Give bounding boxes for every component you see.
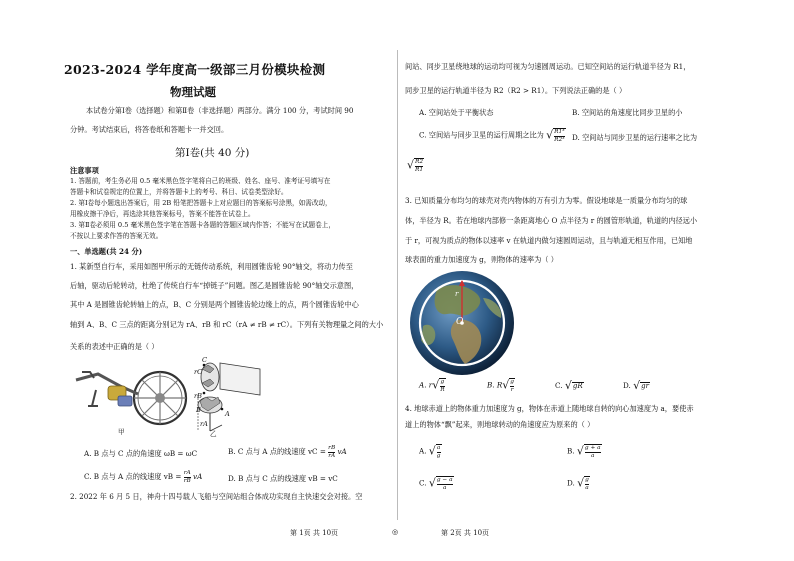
notice-line-5: 3. 第Ⅱ卷必须用 0.5 毫米黑色签字笔在答题卡各题的答题区域内作答；不能写在试题卷上， xyxy=(70,221,335,229)
page-footer-left: 第 1页 共 10页 xyxy=(290,529,339,537)
q2-option-a: A. 空间站处于平衡状态 xyxy=(419,108,494,117)
q2-option-d-value: √ $\frac{R2}{R1}$ xyxy=(407,158,424,173)
q4-option-c: C. √ $\frac{g - a}{a}$ xyxy=(419,476,453,491)
q3-option-a: A. r√ $\frac{g}{R}$ xyxy=(419,378,445,393)
page-footer-right: 第 2页 共 10页 xyxy=(441,529,490,537)
earth-radius-label: r xyxy=(455,290,459,298)
bicycle-drive-figure xyxy=(68,360,193,430)
q2-cont-line-2: 同步卫星的运行轨道半径为 R2（R2 > R1）。下列说法正确的是（ ） xyxy=(405,86,627,95)
figure-label-jia: 甲 xyxy=(118,428,125,436)
q1-line-3: 其中 A 是圆锥齿轮转轴上的点，B、C 分别是两个圆锥齿轮边缘上的点，两个圆锥齿轮中心 xyxy=(70,300,359,309)
q3-line-1: 3. 已知质量分布均匀的球壳对壳内物体的万有引力为零。假设地球是一质量分布均匀的球 xyxy=(405,196,688,205)
q1-line-5: 关系的表述中正确的是（ ） xyxy=(70,342,159,351)
q3-option-b: B. R√ $\frac{g}{r}$ xyxy=(487,378,514,393)
q4-option-b: B. √ $\frac{g + a}{a}$ xyxy=(567,444,601,459)
q3-line-2: 体，半径为 R。若在地球内部修一条距离地心 O 点半径为 r 的圆管形轨道，轨道的内径远小 xyxy=(405,216,698,225)
q1-option-b: B. C 点与 A 点的线速度 vC = $\frac{rB}{rA}$ vA xyxy=(228,445,347,459)
q2-line-1: 2. 2022 年 6 月 5 日，神舟十四号载人飞船与空间站组合体成功实现自主快速交会对接。空 xyxy=(70,492,363,501)
q1-option-c: C. B 点与 A 点的线速度 vB = $\frac{rA}{rB}$ vA xyxy=(84,470,203,484)
q3-option-d: D. √gr xyxy=(623,379,649,392)
fig-letter-c: C xyxy=(202,356,208,364)
q1-line-2: 后轴，驱动后轮转动，杜绝了传统自行车“掉链子”问题。图乙是圆锥齿轮 90°轴交示意图， xyxy=(70,281,359,290)
q2-option-c: C. 空间站与同步卫星的运行周期之比为 √ $\frac{\text{R1³}}{\text{R2³}}$ xyxy=(419,128,565,143)
q2-cont-line-1: 间站、同步卫星绕地球的运动均可视为匀速圆周运动。已知空间站的运行轨道半径为 R1， xyxy=(405,62,691,71)
q3-line-4: 球表面的重力加速度为 g，则物体的速率为（ ） xyxy=(405,255,558,264)
part-heading: 一、单选题(共 24 分) xyxy=(70,247,143,256)
q1-line-1: 1. 某新型自行车，采用如图甲所示的无链传动系统，利用圆锥齿轮 90°轴交，将动力传至 xyxy=(70,262,353,271)
fig-letter-rc: rC xyxy=(194,368,203,376)
q3-option-c: C. √gR xyxy=(555,379,583,392)
exam-subtitle: 物理试题 xyxy=(170,85,216,99)
fig-letter-ra: rA xyxy=(200,420,208,428)
section-title: 第Ⅰ卷(共 40 分) xyxy=(175,147,250,159)
exam-title: 2023-2024 学年度高一级部三月份模块检测 xyxy=(64,62,326,77)
q1-option-a: A. B 点与 C 点的角速度 ωB = ωC xyxy=(84,449,198,458)
q2-option-d: D. 空间站与同步卫星的运行速率之比为 xyxy=(572,133,698,142)
intro-line-1: 本试卷分第Ⅰ卷（选择题）和第Ⅱ卷（非选择题）两部分。满分 100 分，考试时间 90 xyxy=(86,106,354,115)
q2-option-b: B. 空间站的角速度比同步卫星的小 xyxy=(572,108,683,117)
q3-line-3: 于 r，可视为质点的物体以速率 v 在轨道内做匀速圆周运动，且与轨道无相互作用，已知地 xyxy=(405,236,693,245)
fig-letter-b: B xyxy=(196,406,201,414)
q4-option-a: A. √ $\frac{a}{g}$ xyxy=(419,444,441,459)
notice-heading: 注意事项 xyxy=(70,166,99,175)
fig-letter-rb: rB xyxy=(194,392,202,400)
notice-line-2: 答题卡和试卷规定的位置上，并将答题卡上的考号、科目、试卷类型涂好。 xyxy=(70,188,288,196)
q4-line-2: 道上的物体“飘”起来，则地球转动的角速度应为原来的（ ） xyxy=(405,420,595,429)
notice-line-4: 用橡皮擦干净后，再选涂其他答案标号，答案不能答在试卷上。 xyxy=(70,210,255,218)
q1-line-4: 轴到 A、B、C 三点的距离分别记为 rA、rB 和 rC（rA ≠ rB ≠ rC）。下列有关物理量之间的大小 xyxy=(70,320,384,329)
q4-line-1: 4. 地球赤道上的物体重力加速度为 g，物体在赤道上随地球自转的向心加速度为 a，要使赤 xyxy=(405,404,694,413)
q1-option-d: D. B 点与 C 点的线速度 vB = vC xyxy=(228,474,338,483)
notice-line-6: 不按以上要求作答的答案无效。 xyxy=(70,232,163,240)
figure-label-yi: 乙 xyxy=(210,430,217,438)
notice-line-1: 1. 答题前，考生务必用 0.5 毫米黑色签字笔将自己的班级、姓名、座号、准考证号填写在 xyxy=(70,177,331,185)
fig-letter-a: A xyxy=(225,410,230,418)
intro-line-2: 分钟。考试结束后，将答卷纸和答题卡一并交回。 xyxy=(70,125,229,134)
right-page xyxy=(397,0,794,561)
q4-option-d: D. √ $\frac{g}{a}$ xyxy=(567,476,589,491)
center-mark: ◎ xyxy=(392,528,399,536)
notice-line-3: 2. 第Ⅰ卷每小题选出答案后，用 2B 铅笔把答题卡上对应题目的答案标号涂黑，如需改动， xyxy=(70,199,332,207)
earth-center-label: O xyxy=(456,317,464,327)
